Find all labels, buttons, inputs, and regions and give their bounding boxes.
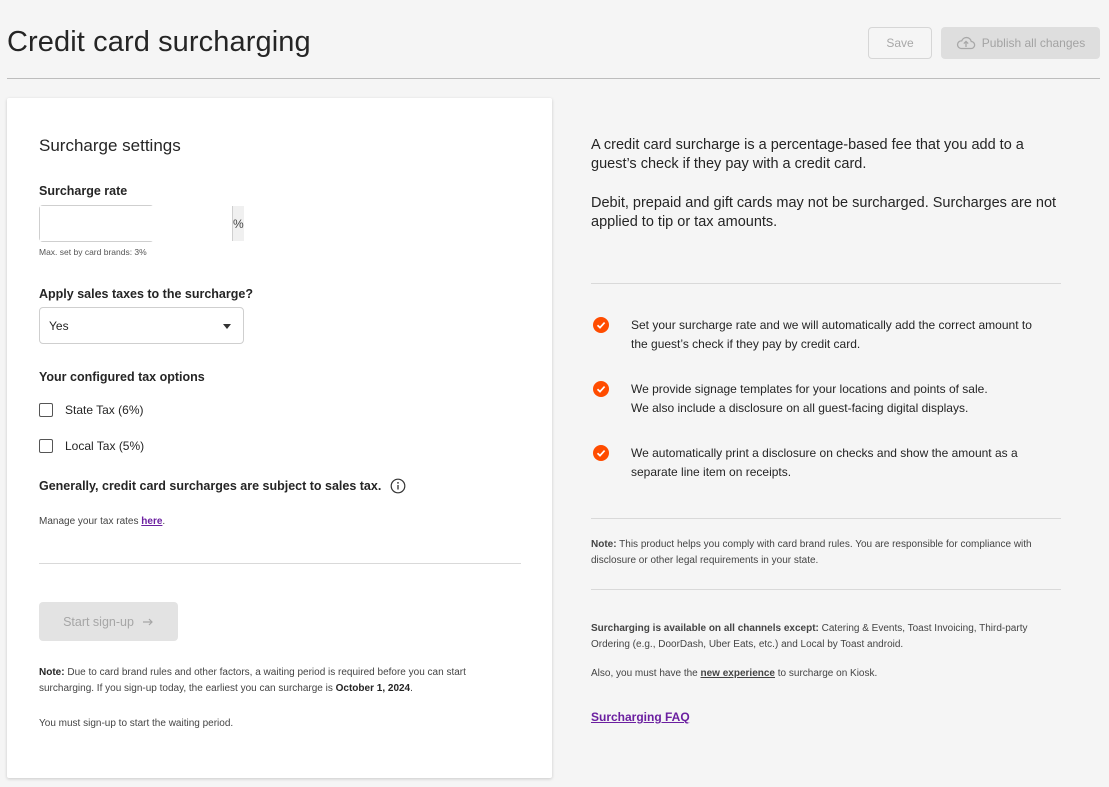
note-text: Due to card brand rules and other factors, a waiting period is required before you can start surcharging. If you sign-up today, the earliest you can surcharge is	[39, 667, 466, 694]
settings-title: Surcharge settings	[39, 136, 181, 155]
publish-label: Publish all changes	[981, 36, 1086, 50]
feature-line: the guest’s check if they pay by credit card.	[631, 337, 861, 351]
chevron-down-icon	[223, 324, 231, 329]
kiosk-note	[591, 666, 1061, 682]
percent-suffix: %	[232, 206, 244, 241]
sign-up-note: You must sign-up to start the waiting period.	[39, 718, 234, 729]
feature-text	[631, 444, 1018, 482]
compliance-note-text: This product helps you comply with card brand rules. You are responsible for compliance with disclosure or other legal requirements in your state.	[591, 539, 1032, 566]
surcharge-rate-label: Surcharge rate	[39, 184, 128, 198]
intro-paragraph-2: Debit, prepaid and gift cards may not be surcharged. Surcharges are not applied to tip or tax amounts.	[591, 195, 1057, 230]
page-title: Credit card surcharging	[7, 26, 311, 58]
new-experience-link[interactable]: new experience	[700, 668, 775, 679]
info-icon[interactable]	[390, 478, 406, 494]
surcharge-settings-card	[7, 98, 552, 778]
kiosk-suffix: to surcharge on Kiosk.	[775, 668, 878, 679]
configured-tax-label: Your configured tax options	[39, 370, 205, 384]
feature-text	[631, 316, 1032, 354]
channels-note	[591, 621, 1061, 653]
header-divider	[7, 78, 1100, 79]
note-end: .	[410, 683, 413, 694]
check-circle-icon	[593, 381, 609, 397]
check-circle-icon	[593, 445, 609, 461]
note-label: Note:	[39, 667, 65, 678]
tax-option-local[interactable]	[39, 439, 144, 453]
surcharge-rate-group	[39, 205, 244, 242]
feature-line: Set your surcharge rate and we will automatically add the correct amount to	[631, 318, 1032, 332]
feature-line: We automatically print a disclosure on checks and show the amount as a	[631, 446, 1018, 460]
start-sign-up-button[interactable]	[39, 602, 178, 641]
sales-tax-notice-text: Generally, credit card surcharges are subject to sales tax.	[39, 479, 382, 493]
state-tax-checkbox[interactable]	[39, 403, 53, 417]
intro-paragraph-1: A credit card surcharge is a percentage-based fee that you add to a guest’s check if they pay with a credit card.	[591, 137, 1024, 172]
apply-sales-tax-label: Apply sales taxes to the surcharge?	[39, 287, 253, 301]
compliance-note-label: Note:	[591, 539, 617, 550]
info-divider-middle	[591, 518, 1061, 519]
save-button[interactable]: Save	[868, 27, 932, 59]
start-sign-up-label: Start sign-up	[63, 614, 134, 629]
surcharging-faq-link[interactable]: Surcharging FAQ	[591, 710, 690, 724]
feature-line: We also include a disclosure on all guest-facing digital displays.	[631, 401, 969, 415]
state-tax-label: State Tax (6%)	[65, 403, 144, 417]
feature-line: separate line item on receipts.	[631, 465, 792, 479]
arrow-right-icon	[142, 617, 154, 627]
sales-tax-notice	[39, 478, 406, 494]
channels-label: Surcharging is available on all channels except:	[591, 623, 819, 634]
info-divider-top	[591, 283, 1061, 284]
info-divider-bottom	[591, 589, 1061, 590]
feature-item	[593, 380, 1063, 418]
kiosk-prefix: Also, you must have the	[591, 668, 701, 679]
manage-suffix: .	[162, 516, 166, 527]
apply-sales-tax-value: Yes	[49, 318, 69, 333]
compliance-note	[591, 537, 1061, 569]
tax-option-state[interactable]	[39, 403, 143, 417]
surcharge-rate-hint: Max. set by card brands: 3%	[39, 247, 147, 257]
waiting-period-note	[39, 665, 521, 697]
manage-tax-rates-link[interactable]: here	[141, 516, 163, 527]
cloud-upload-icon	[956, 36, 976, 50]
card-divider	[39, 563, 521, 564]
feature-text	[631, 380, 988, 418]
local-tax-checkbox[interactable]	[39, 439, 53, 453]
channels-text: Catering & Events, Toast Invoicing, Third-party Ordering (e.g., DoorDash, Uber Eats, etc.) and Local by Toast android.	[591, 623, 1028, 650]
apply-sales-tax-select[interactable]	[39, 307, 244, 344]
earliest-date: October 1, 2024	[335, 683, 411, 694]
feature-item	[593, 444, 1063, 482]
manage-tax-rates	[39, 516, 165, 527]
feature-item	[593, 316, 1063, 354]
surcharge-rate-input[interactable]	[40, 206, 232, 241]
check-circle-icon	[593, 317, 609, 333]
manage-prefix: Manage your tax rates	[39, 516, 142, 527]
local-tax-label: Local Tax (5%)	[65, 439, 145, 453]
feature-line: We provide signage templates for your locations and points of sale.	[631, 382, 988, 396]
publish-all-changes-button[interactable]	[941, 27, 1100, 59]
